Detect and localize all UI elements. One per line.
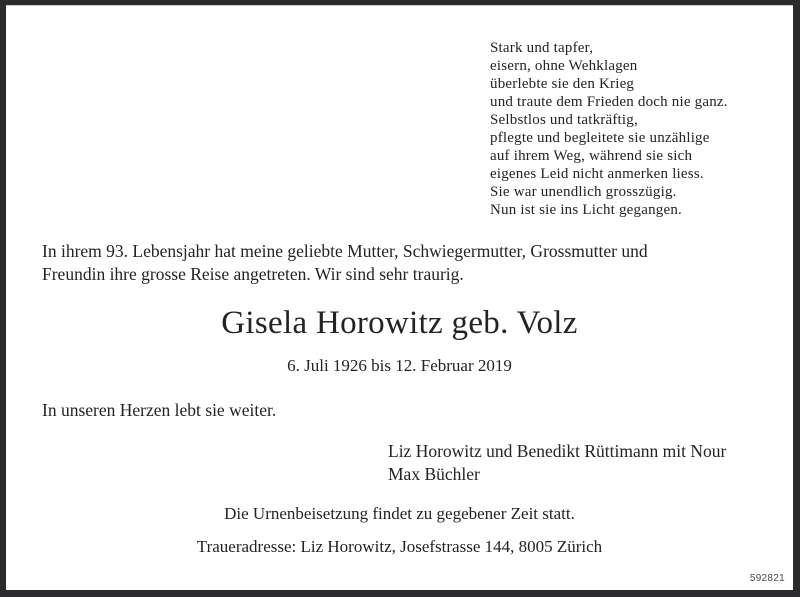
life-dates: 6. Juli 1926 bis 12. Februar 2019 bbox=[287, 356, 512, 375]
remembrance-line: In unseren Herzen lebt sie weiter. bbox=[42, 400, 277, 420]
poem-line: Selbstlos und tatkräftig, bbox=[490, 112, 638, 128]
poem-line: Sie war unendlich grosszügig. bbox=[490, 184, 677, 200]
poem-line: Stark und tapfer, bbox=[490, 40, 594, 56]
burial-info: Die Urnenbeisetzung findet zu gegebener Zeit statt. bbox=[224, 504, 575, 523]
poem-line: eigenes Leid nicht anmerken liess. bbox=[490, 166, 704, 182]
announcement-line: Freundin ihre grosse Reise angetreten. Wir sind sehr traurig. bbox=[42, 263, 464, 284]
poem-line: Nun ist sie ins Licht gegangen. bbox=[490, 202, 683, 218]
poem-line: auf ihrem Weg, während sie sich bbox=[490, 148, 693, 164]
obituary-notice bbox=[6, 5, 793, 590]
deceased-name: Gisela Horowitz geb. Volz bbox=[221, 305, 578, 341]
poem-line: und traute dem Frieden doch nie ganz. bbox=[490, 94, 728, 110]
poem-line: eisern, ohne Wehklagen bbox=[490, 58, 638, 74]
announcement-line: In ihrem 93. Lebensjahr hat meine geliebte Mutter, Schwiegermutter, Grossmutter und bbox=[42, 241, 648, 261]
poem-line: pflegte und begleitete sie unzählige bbox=[490, 130, 710, 146]
death-announcement bbox=[42, 240, 648, 285]
mourning-family bbox=[388, 440, 726, 486]
family-line: Max Büchler bbox=[388, 464, 480, 484]
notice-id: 592821 bbox=[749, 573, 785, 584]
mourning-address: Traueradresse: Liz Horowitz, Josefstrasse 144, 8005 Zürich bbox=[196, 537, 603, 556]
family-line: Liz Horowitz und Benedikt Rüttimann mit Nour bbox=[388, 441, 727, 461]
poem-line: überlebte sie den Krieg bbox=[490, 76, 635, 92]
memorial-poem bbox=[490, 39, 728, 219]
